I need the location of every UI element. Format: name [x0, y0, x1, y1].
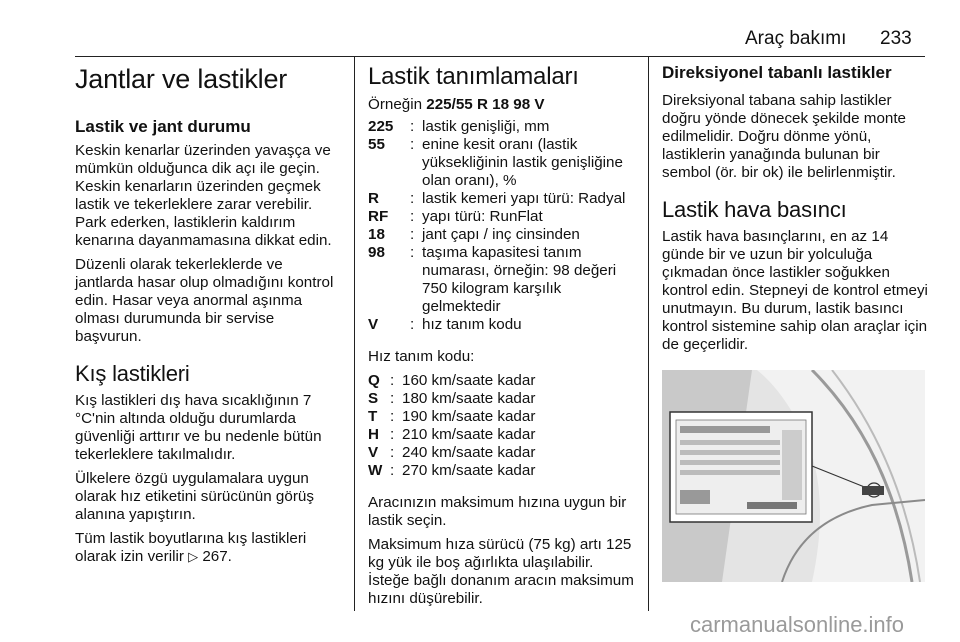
definition: hız tanım kodu — [422, 316, 522, 333]
page-header-title: Araç bakımı — [745, 28, 847, 49]
column-divider-2 — [648, 56, 649, 611]
term: S — [368, 390, 379, 407]
separator: : — [410, 316, 415, 333]
term: RF — [368, 208, 389, 225]
separator: : — [410, 136, 415, 153]
example-line — [368, 96, 636, 114]
term: 225 — [368, 118, 394, 135]
paragraph: Keskin kenarlar üzerinden yavaşça ve mümkün olduğunca dik açı ile geçin. Keskin kenarların üzerinden geçmek lastik ve tekerleklere zarar verebilir. Park ederken, lastiklerin kaldırım kenarına dayanmamasına dikkat edin. — [75, 142, 332, 249]
paragraph: Kış lastikleri dış hava sıcaklığının 7 °C'nin altında olduğu durumlarda güvenliği arttırır ve bu nedenle bütün tekerleklere takılmalıdır. — [75, 392, 322, 463]
section-title-tyre-pressure: Lastik hava basıncı — [662, 197, 847, 222]
term: Q — [368, 372, 380, 389]
column-2 — [368, 62, 636, 614]
term: V — [368, 444, 379, 461]
definition: enine kesit oranı (lastik yüksekliğinin lastik genişliğine olan oranı), % — [422, 136, 623, 189]
term: 98 — [368, 244, 385, 261]
subheading-tyre-condition: Lastik ve jant durumu — [75, 117, 251, 136]
list-item — [368, 118, 636, 136]
section-title-tyre-designations: Lastik tanımlamaları — [368, 63, 579, 90]
definition: jant çapı / inç cinsinden — [422, 226, 580, 243]
definition: 270 km/saate kadar — [402, 462, 536, 479]
term: 55 — [368, 136, 385, 153]
list-item — [368, 244, 636, 316]
separator: : — [390, 462, 395, 479]
definition: yapı türü: RunFlat — [422, 208, 543, 225]
list-item — [368, 390, 636, 408]
term: W — [368, 462, 383, 479]
separator: : — [390, 372, 395, 389]
definition: taşıma kapasitesi tanım numarası, örneğin: 98 değeri 750 kilogram karşılık gelmektedir — [422, 244, 617, 315]
definition: 180 km/saate kadar — [402, 390, 536, 407]
speed-code-list — [368, 372, 636, 480]
door-pillar-tyre-label-icon — [662, 370, 925, 582]
paragraph: Ülkelere özgü uygulamalara uygun olarak hız etiketini sürücünün görüş alanına yapıştırın. — [75, 470, 314, 523]
separator: : — [390, 408, 395, 425]
section-title-winter-tyres: Kış lastikleri — [75, 361, 190, 386]
separator: : — [390, 426, 395, 443]
definition: 190 km/saate kadar — [402, 408, 536, 425]
list-item — [368, 426, 636, 444]
term: V — [368, 316, 379, 333]
term: T — [368, 408, 378, 425]
paragraph: Direksiyonal tabana sahip lastikler doğru yönde dönecek şekilde monte edilmelidir. Doğru dönme yönü, lastiklerin yanağında bulunan bir sembol (ör. bir ok) ile belirlenmiştir. — [662, 92, 907, 181]
term: R — [368, 190, 379, 207]
list-item — [368, 462, 636, 480]
section-title-rims-tyres: Jantlar ve lastikler — [75, 64, 288, 94]
list-item — [368, 136, 636, 190]
definition: lastik genişliği, mm — [422, 118, 550, 135]
speed-heading: Hız tanım kodu: — [368, 348, 475, 365]
example-prefix: Örneğin — [368, 96, 423, 113]
list-item — [368, 226, 636, 244]
separator: : — [410, 226, 415, 243]
paragraph: Maksimum hıza sürücü (75 kg) artı 125 kg yük ile boş ağırlıkta ulaşılabilir. İsteğe bağlı donanım aracın maksimum hızını düşürebilir. — [368, 536, 634, 607]
list-item — [368, 372, 636, 390]
list-item — [368, 190, 636, 208]
term: 18 — [368, 226, 385, 243]
paragraph — [75, 530, 340, 566]
definition: lastik kemeri yapı türü: Radyal — [422, 190, 626, 207]
watermark: carmanualsonline.info — [690, 612, 905, 637]
list-item — [368, 316, 636, 334]
separator: : — [410, 208, 415, 225]
definition: 210 km/saate kadar — [402, 426, 536, 443]
separator: : — [410, 190, 415, 207]
example-code: 225/55 R 18 98 V — [426, 96, 545, 113]
list-item — [368, 408, 636, 426]
subheading-directional-tyres: Direksiyonel tabanlı lastikler — [662, 63, 892, 82]
definition: 240 km/saate kadar — [402, 444, 536, 461]
designation-list — [368, 118, 636, 334]
page-reference-icon: ▷ — [188, 549, 199, 564]
separator: : — [410, 118, 415, 135]
list-item — [368, 444, 636, 462]
separator: : — [390, 444, 395, 461]
page-reference-link[interactable]: 267. — [202, 548, 232, 565]
header-rule — [75, 56, 925, 57]
column-1 — [75, 62, 340, 572]
column-divider-1 — [354, 56, 355, 611]
paragraph-text: Tüm lastik boyutlarına kış lastikleri olarak izin verilir — [75, 530, 307, 565]
list-item — [368, 208, 636, 226]
column-3 — [662, 62, 928, 360]
separator: : — [410, 244, 415, 261]
paragraph: Lastik hava basınçlarını, en az 14 günde bir ve uzun bir yolculuğa çıkmadan önce lastikler soğukken kontrol edin. Stepneyi de kontrol etmeyi unutmayın. Bu durum, lastik basıncı kontrol sistemine sahip olan araçlar için de geçerlidir. — [662, 228, 928, 353]
paragraph: Aracınızın maksimum hızına uygun bir lastik seçin. — [368, 494, 627, 529]
term: H — [368, 426, 379, 443]
separator: : — [390, 390, 395, 407]
page-number: 233 — [880, 28, 912, 49]
paragraph: Düzenli olarak tekerleklerde ve jantlarda hasar olup olmadığını kontrol edin. Hasar veya anormal aşınma olması durumunda bir servise başvurun. — [75, 256, 334, 345]
definition: 160 km/saate kadar — [402, 372, 536, 389]
